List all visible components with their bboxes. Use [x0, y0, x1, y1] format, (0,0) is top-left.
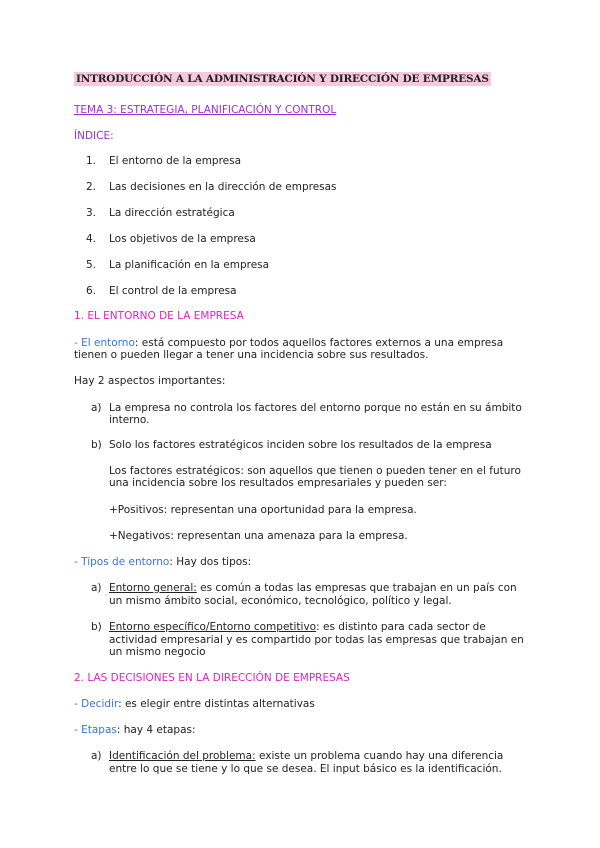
list-item-number: 4. [85, 233, 96, 245]
aspecto-a-line1: La empresa no controla los factores del entorno porque no están en su ámbito [109, 402, 522, 414]
aspecto-b-line1: Solo los factores estratégicos inciden sobre los resultados de la empresa [109, 439, 492, 451]
etapa-a-line2: entre lo que se tiene y lo que se desea. El input básico es la identificación. [109, 763, 502, 775]
entorno-term: - El entorno [74, 337, 135, 349]
etapas-term: - Etapas [74, 724, 117, 736]
indice-label: ÍNDICE: [74, 130, 114, 142]
tipo-a-line2: un mismo ámbito social, económico, tecnológico, político y legal. [109, 595, 452, 607]
item-letter: a) [91, 582, 102, 594]
item-letter: a) [91, 750, 102, 762]
factores-estrategicos-line2: una incidencia sobre los resultados empresariales y pueden ser: [109, 477, 447, 489]
factores-estrategicos-line1: Los factores estratégicos: son aquellos que tienen o pueden tener en el futuro [109, 465, 521, 477]
list-item-text: El control de la empresa [109, 285, 237, 297]
identificacion-definition: existe un problema cuando hay una diferencia [255, 750, 504, 762]
decidir-definition: : es elegir entre distintas alternativas [118, 698, 315, 710]
entorno-especifico-definition: : es distinto para cada sector de [316, 621, 486, 633]
decidir-line [74, 697, 315, 711]
section1-heading: 1. EL ENTORNO DE LA EMPRESA [74, 310, 244, 322]
etapas-line [74, 723, 196, 737]
entorno-paragraph-line2: tienen o pueden llegar a tener una incidencia sobre sus resultados. [74, 349, 429, 361]
item-letter: a) [91, 402, 102, 414]
list-item-number: 3. [85, 207, 96, 219]
list-item-text: Las decisiones en la dirección de empresas [109, 181, 337, 193]
tema-heading: TEMA 3: ESTRATEGIA, PLANIFICACIÓN Y CONTROL [74, 104, 337, 116]
list-item-text: Los objetivos de la empresa [109, 233, 256, 245]
tipos-entorno-term: - Tipos de entorno [74, 556, 170, 568]
etapa-a-line1 [109, 749, 503, 763]
document-title: INTRODUCCIÓN A LA ADMINISTRACIÓN Y DIRECCIÓN DE EMPRESAS [76, 73, 489, 85]
tipo-b-line3: un mismo negocio [109, 646, 206, 658]
list-item-number: 5. [85, 259, 96, 271]
section2-heading: 2. LAS DECISIONES EN LA DIRECCIÓN DE EMPRESAS [74, 672, 350, 684]
tipos-entorno-line [74, 555, 251, 569]
list-item-number: 2. [85, 181, 96, 193]
tipo-b-line1 [109, 620, 486, 634]
negativos-line: +Negativos: representan una amenaza para la empresa. [109, 530, 408, 542]
entorno-general-definition: es común a todas las empresas que trabajan en un país con [196, 582, 517, 594]
list-item-text: El entorno de la empresa [109, 155, 242, 167]
tipo-b-line2: actividad empresarial y es compartido por todas las empresas que trabajan en [109, 634, 524, 646]
identificacion-term: Identificación del problema: [109, 750, 256, 762]
etapas-rest: : hay 4 etapas: [116, 724, 196, 736]
list-item-number: 1. [85, 155, 96, 167]
entorno-especifico-term: Entorno específico/Entorno competitivo [109, 621, 317, 633]
entorno-definition: : está compuesto por todos aquellos factores externos a una empresa [134, 337, 504, 349]
aspecto-a-line2: interno. [109, 414, 150, 426]
list-item-text: La planificación en la empresa [109, 259, 270, 271]
positivos-line: +Positivos: representan una oportunidad para la empresa. [109, 504, 417, 516]
entorno-general-term: Entorno general: [109, 582, 197, 594]
list-item-text: La dirección estratégica [109, 207, 235, 219]
list-item-number: 6. [85, 285, 96, 297]
aspectos-intro: Hay 2 aspectos importantes: [74, 375, 226, 387]
decidir-term: - Decidir [74, 698, 119, 710]
item-letter: b) [91, 439, 102, 451]
tipos-entorno-rest: : Hay dos tipos: [169, 556, 252, 568]
item-letter: b) [91, 621, 102, 633]
tipo-a-line1 [109, 581, 517, 595]
